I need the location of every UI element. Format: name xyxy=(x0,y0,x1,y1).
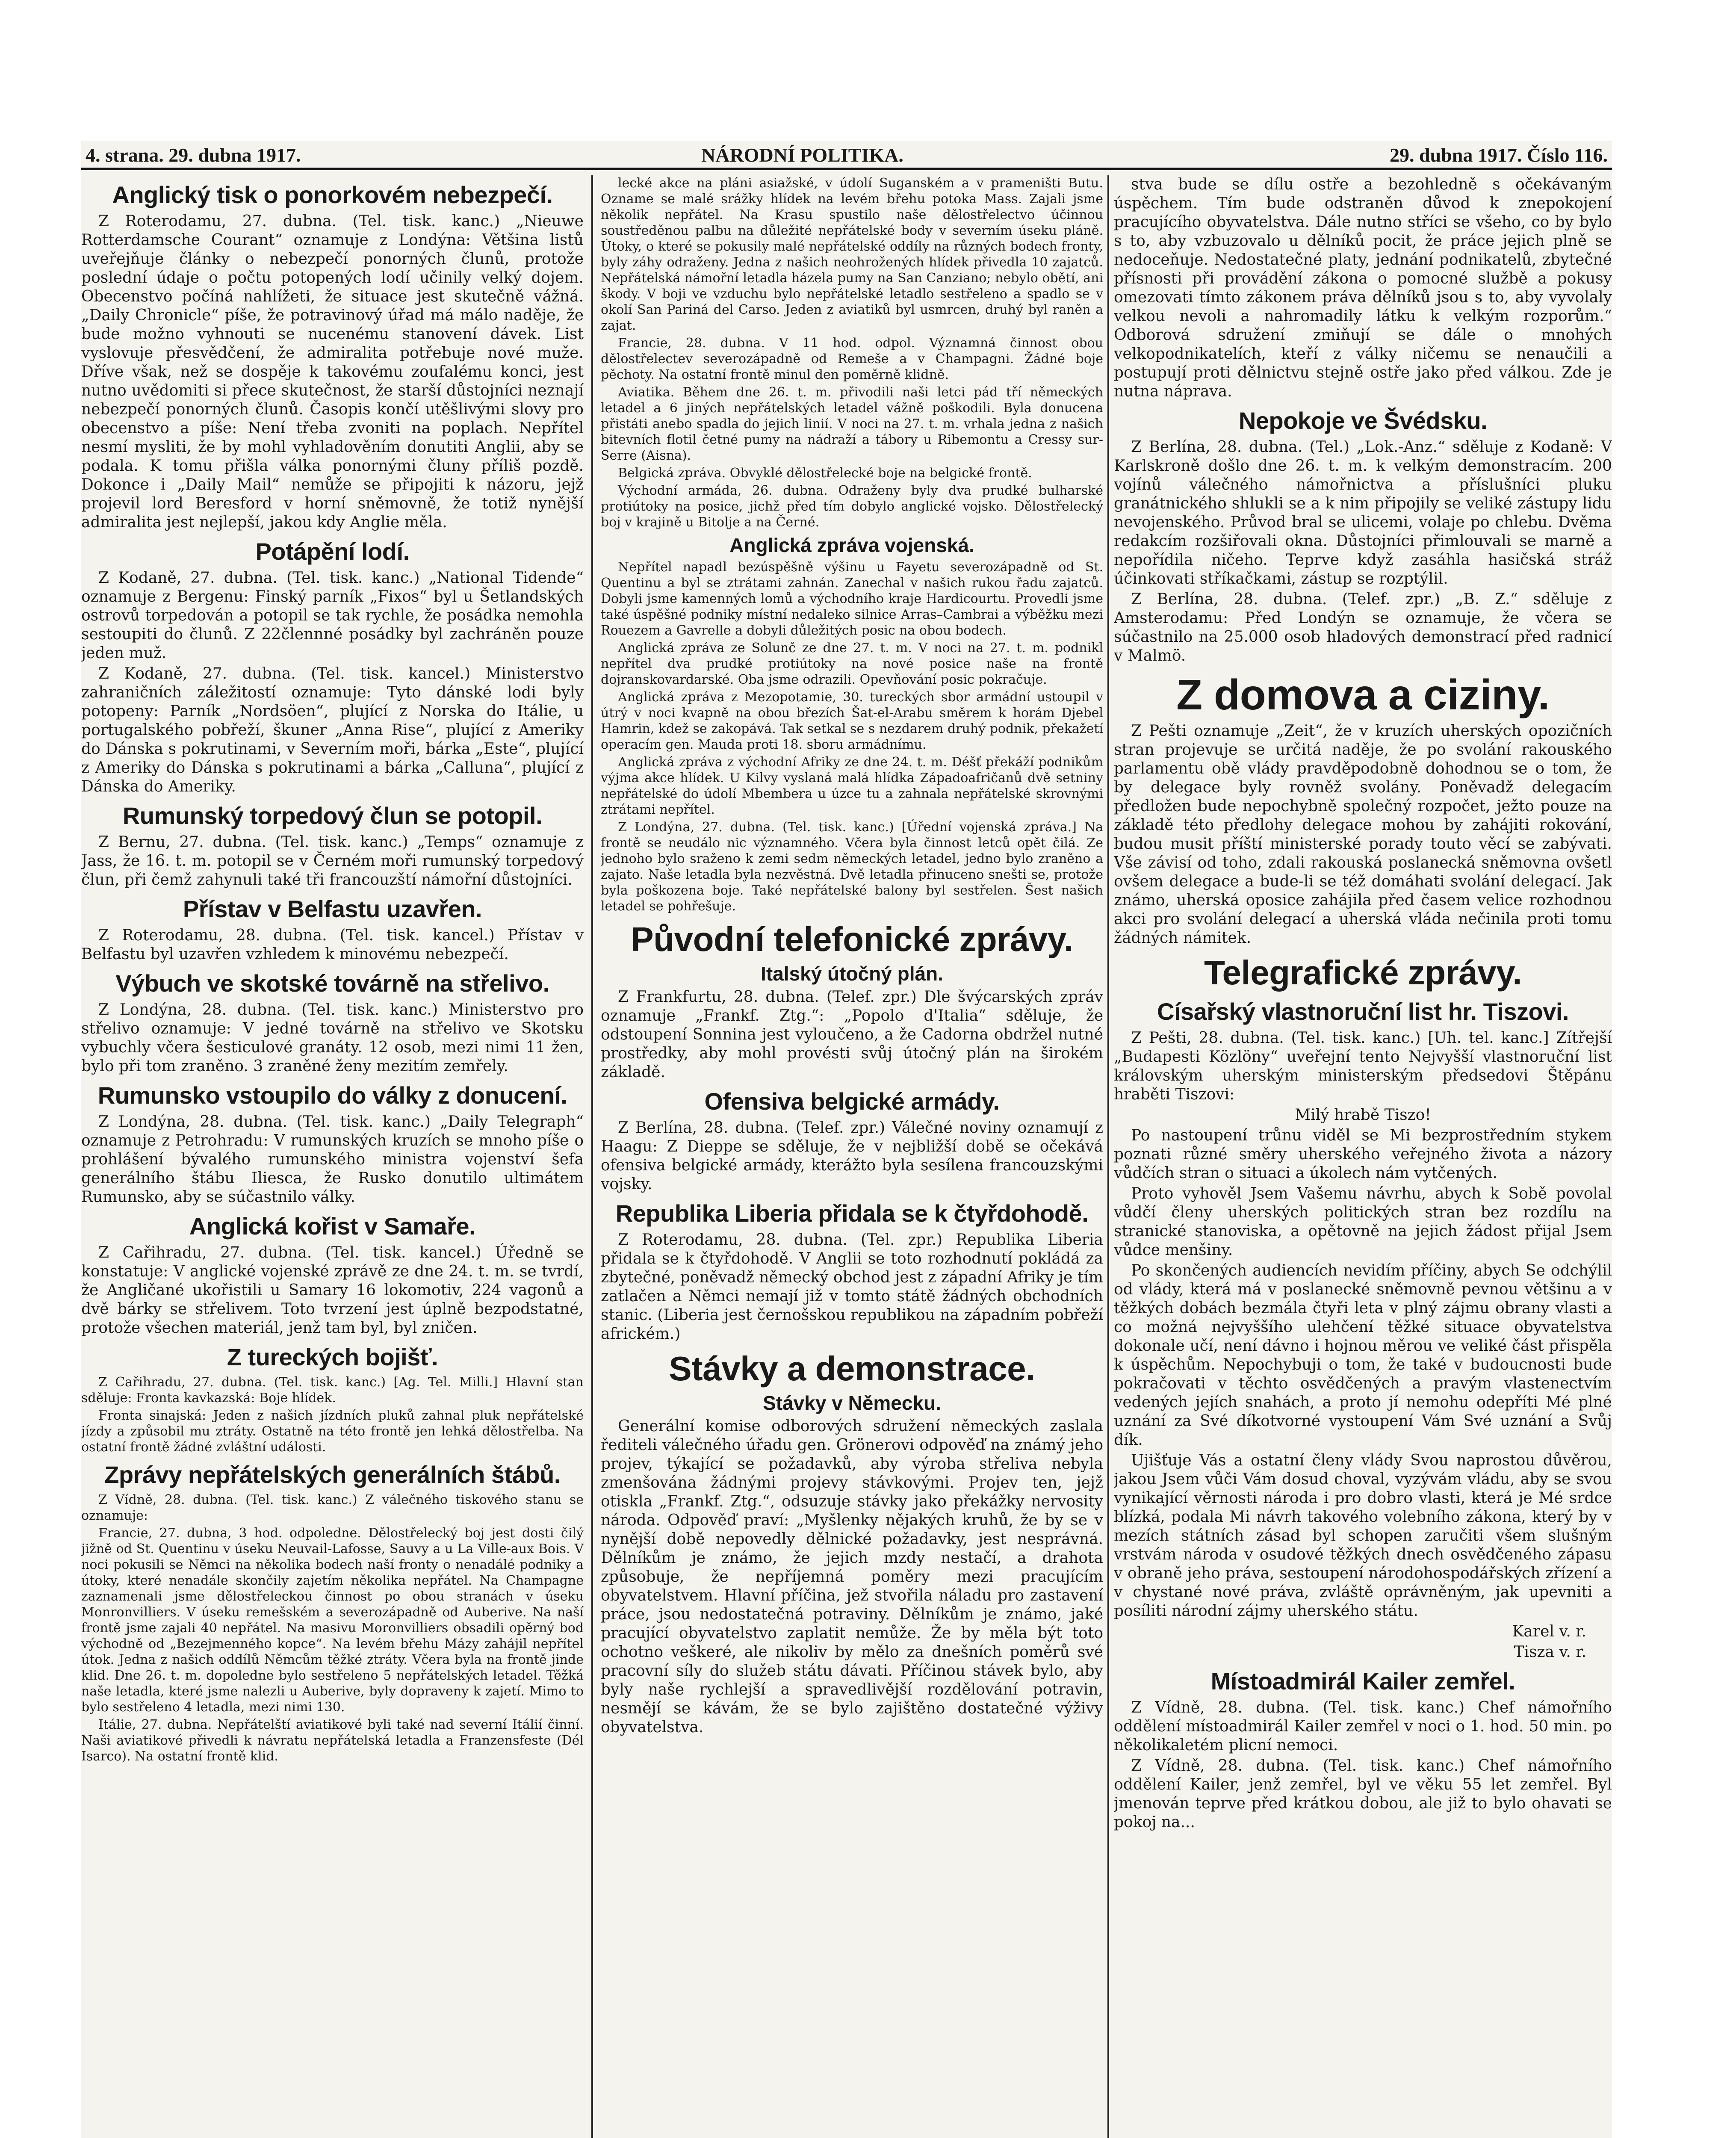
headline: Potápění lodí. xyxy=(255,538,410,565)
article-text: Fronta sinajská: Jeden z našich jízdních pluků zahnal pluk nepřátelské jízdy a způsobil mu ztráty. Ostatně na této frontě jen lehká dělostřelba. Na ostatní frontě žádné zvláštní události. xyxy=(81,1408,584,1455)
header-right: 29. dubna 1917. Číslo 116. xyxy=(1390,144,1608,166)
headline: Rumunsko vstoupilo do války z donucení. xyxy=(97,1082,567,1109)
subheadline: Italský útočný plán. xyxy=(761,963,943,985)
subheadline: Stávky v Německu. xyxy=(763,1392,941,1414)
signature: Karel v. r. xyxy=(1512,1623,1586,1640)
article-text: Východní armáda, 26. dubna. Odraženy byly dva prudké bulharské protiútoky na posice, jichž před tím dobylo anglické vojsko. Dělostřelecký boj v krajině u Bitolje a na Černé. xyxy=(601,483,1103,530)
article-text: Generální komise odborových sdružení německých zaslala řediteli válečného úřadu gen. Grönerovi odpověď na známý jeho projev, týkající se požadavků, aby výroba střeliva nebyla zmenšována žádnými projevy stávkovými. Projev ten, jejž otiskla „Frankf. Ztg.“, odsuzuje stávky jako překážky nervosity národa. Odpověď praví: „Myšlenky nějakých kruhů, že by se v nynější době nepovedly dělnické požadavky, jest nesprávná. Dělníkům je známo, že jejich mzdy nestačí, a drahota způsobuje, že nepříjemná poměry mezi pracujícím obyvatelstvem. Hlavní příčina, jež stvořila náladu pro zastavení práce, jsou nedostatečná potraviny. Dělníkům je známo, jaké pracující obyvatelstvo zaplatit nemůže. Že by měla být toto ochotno veškeré, ale nikoliv by mělo za dnešních poměrů své pracovní síly do služeb státu dávati. Příčinou stávek bylo, aby byly naše rychlejší a spravedlivější rozdělování potravin, nesmějí se kávám, že se bylo zajištěno dostatečné výživy obyvatelstva. xyxy=(601,1417,1103,1736)
article-text: Z Kodaně, 27. dubna. (Tel. tisk. kancel.) Ministerstvo zahraničních záležitostí oznamuje: Tyto dánské lodi byly potopeny: Parník „Nordsöen“, plující z Norska do Itálie, u portugalského pobřeží, škuner „Anna Rise“, plující z Ameriky do Dánska s pokrutinami, v Severním moři, bárka „Este“, plující z Ameriky do Dánska s pokrutinami a bárka „Calluna“, plující z Dánska do Ameriky. xyxy=(81,665,584,795)
article-text: Z Roterodamu, 27. dubna. (Tel. tisk. kanc.) „Nieuwe Rotterdamsche Courant“ oznamuje z Londýna: Většina listů uveřejňuje články o nebezpečí ponorných člunů, protože poslední údaje o počtu potopených lodí učinily velký dojem. Obecenstvo počíná nahlížeti, že situace jest skutečně vážná. „Daily Chronicle“ píše, že potravinový úřad má málo naděje, že bude možno vyhnouti se nucenému stanovení dávek. List vyslovuje přesvědčení, že admiralita potřebuje nové muže. Dříve však, než se dospěje k takovému zoufalému konci, jest nutno uvědomiti si přece skutečnost, že starší důstojníci neznají nebezpečí ponorných člunů. Časopis končí utěšlivými slovy pro obecenstvo a píše: Není třeba zvoniti na poplach. Nepřítel nesmí mysliti, že by mohl vyhladověním donutiti Anglii, aby se podala. K tomu přišla válka ponornými čluny příliš pozdě. Dokonce i „Daily Mail“ nemůže se připojiti k názoru, jejž projevil lord Beresford v horní sněmovně, že totiž nynější admiralita jest nejlepší, jakou kdy Anglie měla. xyxy=(81,213,584,531)
article-text: Anglická zpráva z Mezopotamie, 30. tureckých sbor armádní ustoupil v útrý v noci kvapně na obou březích Šat-el-Arabu směrem k horám Djebel Hamrin, kdež se zakopává. Tak setkal se s nezdarem druhý podnik, překažetí operacím gen. Mauda proti 18. sboru armádnímu. xyxy=(601,690,1103,752)
article-text: Z Vídně, 28. dubna. (Tel. tisk. kanc.) Chef námořního oddělení místoadmirál Kailer zemřel v noci o 1. hod. 50 min. po několikaletém plicní nemoci. xyxy=(1114,1699,1612,1754)
article-text: Belgická zpráva. Obvyklé dělostřelecké boje na belgické frontě. xyxy=(618,466,1032,481)
column-rule xyxy=(591,175,593,2138)
article-text: Proto vyhověl Jsem Vašemu návrhu, abych k Sobě povolal vůdčí členy uherských politických stran bez rozdílu na stranické stanoviska, a opětovně na jejich žádost přijal Jsem vůdce menšiny. xyxy=(1114,1185,1612,1259)
subheadline: Anglická zpráva vojenská. xyxy=(729,534,974,556)
article-text: Z Berlína, 28. dubna. (Telef. zpr.) „B. Z.“ sděluje z Amsterodamu: Před Londýn se oznamuje, že včera se súčastnilo na 25.000 osob hladových demonstrací před radnicí v Malmö. xyxy=(1114,591,1612,664)
page-header xyxy=(81,141,1612,170)
article-text: Francie, 28. dubna. V 11 hod. odpol. Významná činnost obou dělostřelectev severozápadně od Remeše a v Champagni. Žádné boje pěchoty. Na ostatní frontě minul den poměrně klidně. xyxy=(601,336,1103,382)
article-text: Z Cařihradu, 27. dubna. (Tel. tisk. kancel.) Úředně se konstatuje: V anglické vojenské zprávě ze dne 24. t. m. se tvrdí, že Angličané ukořistili u Samary 16 lokomotiv, 224 vagonů a dvě bárky se střelivem. Toto tvrzení jest úplně bezpodstatné, protože všechen materiál, jenž tam byl, byl zničen. xyxy=(81,1244,584,1337)
article-text: Z Frankfurtu, 28. dubna. (Telef. zpr.) Dle švýcarských zpráv oznamuje „Frankf. Ztg.“: „Popolo d'Italia“ sděluje, že odstoupení Sonnina jest vyloučeno, a že Cadorna obdržel nutné prostředky, aby mohl provésti svůj útočný plán na širokém základě. xyxy=(601,988,1103,1081)
article-text: Z Londýna, 27. dubna. (Tel. tisk. kanc.) [Úřední vojenská zpráva.] Na frontě se neudálo nic významného. Včera byla činnost letců opět čilá. Ze jednoho bylo sraženo k zemi sedm německých letadel, jedno bylo zraněno a zajato. Naše letadla byla nezvěstná. Dvě letadla přinuceno snešti se, protože byla poškozena boje. Také nepřátelské balony byl sestřelen. Šest našich letadel se pohřešuje. xyxy=(601,820,1103,914)
article-text: Z Londýna, 28. dubna. (Tel. tisk. kanc.) Ministerstvo pro střelivo oznamuje: V jedné továrně na střelivo ve Skotsku vybuchly včera šesticulové granáty. 12 osob, mezi nimi 11 žen, bylo při tom zraněno. 3 zraněné ženy mezitím zemřely. xyxy=(81,1001,584,1075)
column-1 xyxy=(81,175,584,1766)
article-text: Po nastoupení trůnu viděl se Mi bezprostředním stykem poznati různé směry uherského veřejného života a názory vůdčích stran o situaci a úkolech nám vytčených. xyxy=(1114,1127,1612,1182)
headline: Z tureckých bojišť. xyxy=(227,1344,438,1370)
article-text: Aviatika. Během dne 26. t. m. přivodili naši letci pád tří německých letadel a 6 jiných nepřátelských letadel vážně poškodili. Byla donucena přistáti anebo spadla do jejich linií. V noci na 27. t. m. vrhala jedna z našich bitevních flotil četné pumy na nádraží a tábory u Ribemontu a Cressy sur-Serre (Aisna). xyxy=(601,385,1103,463)
header-left: 4. strana. 29. dubna 1917. xyxy=(86,144,301,166)
article-text: Ujišťuje Vás a ostatní členy vlády Svou naprostou důvěrou, jakou Jsem vůči Vám dosud choval, vyzývám vládu, aby se svou vynikající věrnosti národa i pro dobro vlasti, která je Mé srdce blízká, podala Mi návrh takového volebního zákona, který by v mezích státních zásad byl schopen zaručiti všem slušným vrstvám národa v osudové těžkých dnech osvědčeného zápasu v obraně jeho práva, sestoupení národohospodářských zřízení a v chystané nové práva, zvláště oprávněným, jak upevniti a posíliti národní zájmy uherského státu. xyxy=(1114,1452,1612,1620)
column-3 xyxy=(1114,175,1612,1834)
headline: Místoadmirál Kailer zemřel. xyxy=(1210,1668,1515,1695)
article-text: Z Pešti oznamuje „Zeit“, že v kruzích uherských opozičních stran projevuje se určitá naděje, že po svolání rakouského parlamentu obě vlády pravděpodobně dohodnou se o tom, že by delegace byly rovněž svolány. Poněvadž delegacím předložen bude nepochybně společný rozpočet, ježto pouze na základě této předlohy delegace mohou by zahájiti rokování, budou musit příští ministerské porady touto věcí se zabývati. Vše závisí od toho, zdali rakouská poslanecká sněmovna ovšetl ovšem delegace a bude-li se též domáhati svolání delegací. Jak známo, uherská oposice zahájila před časem velice rozhodnou akci pro svolání delegací a uherská vláda nečinila proti tomu žádných námitek. xyxy=(1114,722,1612,947)
article-text: Z Londýna, 28. dubna. (Tel. tisk. kanc.) „Daily Telegraph“ oznamuje z Petrohradu: V rumunských kruzích se mnoho píše o prohlášení bývalého rumunského ministra vojenství šefa generálního štábu Iliesca, že Rusko donutilo ultimátem Rumunsko, aby se súčastnilo války. xyxy=(81,1113,584,1206)
column-2 xyxy=(601,175,1103,1739)
article-text: Z Berlína, 28. dubna. (Telef. zpr.) Válečné noviny oznamují z Haagu: Z Dieppe se sděluje, že v nejbližší době se očekává ofensiva belgické armády, kterážto byla sesílena francouzskými vojsky. xyxy=(601,1119,1103,1193)
article-text: Po skončených audiencích nevidím příčiny, abych Se odchýlil od vlády, která má v poslanecké sněmovně pevnou většinu a v těžkých dobách bezmála čtyři leta v plný zájmu obrany vlasti a co možná nejvyššího ulehčení těžké situace obyvatelstva dokonale učí, není dávno i hojnou měrou ve veliké část přispěla k úspěchům. Nepochybuji o tom, že také v budoucnosti bude pokračovati v těchto osvědčených a pravým vlastenectvím vedených jejích snahách, a proto jí nemohu odepříti Mé plné uznání za Své díkotvorné vystoupení Vám Své uznání a Svůj dík. xyxy=(1114,1262,1612,1449)
column-rule xyxy=(1107,175,1109,2138)
article-text: Z Vídně, 28. dubna. (Tel. tisk. kanc.) Z válečného tiskového stanu se oznamuje: xyxy=(81,1492,584,1523)
headline: Republika Liberia přidala se k čtyřdohodě. xyxy=(615,1200,1089,1227)
article-text: Z Vídně, 28. dubna. (Tel. tisk. kanc.) Chef námořního oddělení Kailer, jenž zemřel, byl ve věku 55 let zemřel. Byl jmenován teprve před krátkou dobou, ale již to bylo ohavati se pokoj na... xyxy=(1114,1757,1612,1831)
section-headline: Původní telefonické zprávy. xyxy=(631,920,1073,958)
newspaper-page xyxy=(81,141,1612,2138)
article-text: Z Pešti, 28. dubna. (Tel. tisk. kanc.) [Uh. tel. kanc.] Zítřejší „Budapesti Közlöny“ uveřejní tento Nejvyšší vlastnoruční list královským uherským ministerským předsedovi Štěpánu hraběti Tiszovi: xyxy=(1114,1029,1612,1103)
section-headline: Stávky a demonstrace. xyxy=(669,1350,1035,1388)
article-text: Z Kodaně, 27. dubna. (Tel. tisk. kanc.) „National Tidende“ oznamuje z Bergenu: Finský parník „Fixos“ byl u Šetlandských ostrovů torpedován a potopil se tak rychle, že posádka nemohla sestoupiti do člunů. Z 22člennné posádky byl zachráněn pouze jeden muž. xyxy=(81,569,584,662)
masthead: NÁRODNÍ POLITIKA. xyxy=(701,144,903,166)
headline: Císařský vlastnoruční list hr. Tiszovi. xyxy=(1157,998,1569,1025)
headline: Rumunský torpedový člun se potopil. xyxy=(122,802,543,829)
article-text: Francie, 27. dubna, 3 hod. odpoledne. Dělostřelecký boj jest dosti čilý jižně od St. Quentinu v úseku Neuvail-Lafosse, Sauvy a u La Ville-aux Bois. V noci pokusili se Němci na několika bodech naší fronty o nenadálé podniky a útoky, které nenadále skončily zajetím několika nepřátel. Na Champagne zaznamenali jsme dělostřeleckou činnost po obou stranách v úseku Monronvilliers. V úseku remešském a severozápadně od Auberive. Na naší frontě jsme zajali 40 nepřátel. Na masivu Moronvilliers obsadili opěrný bod východně od „Bezejmenného kopce“. Na levém břehu Mázy zahájil nepřítel útok. Jedna z našich oddílů Němcům těžké ztráty. Včera byla na frontě jinde klid. Dne 26. t. m. dopoledne bylo sestřeleno 5 nepřátelských letadel. Těžká naše letadla, které jsme nalezli u Auberive, byly dopraveny k zajetí. Mimo to bylo sestřeleno 4 letadla, mezi nimi 130. xyxy=(81,1526,584,1715)
article-text: lecké akce na pláni asiažské, v údolí Suganském a v prameništi Butu. Ozname se malé srážky hlídek na levém břehu potoka Mass. Zajali jsme několik nepřátel. Na Krasu spustilo naše dělostřelectvo účinnou soustředěnou palbu na důležité nepřátelské body v severním úseku pláně. Útoky, o které se pokusily malé nepřátelské oddíly na různých bodech fronty, byly záhy odraženy. Jedna z našich neohrožených hlídek přivedla 10 zajatců. Nepřátelská námořní letadla házela pumy na San Canziano; nebylo obětí, ani škody. V boji ve vzduchu bylo nepřátelské letadlo sestřeleno a spadlo se v okolí San Pariná del Carso. Jeden z aviatiků byl usmrcen, druhý byl raněn a zajat. xyxy=(601,176,1103,333)
article-text: Z Roterodamu, 28. dubna. (Tel. tisk. kancel.) Přístav v Belfastu byl uzavřen vzhledem k minovému nebezpečí. xyxy=(81,927,584,963)
headline: Anglická kořist v Samaře. xyxy=(189,1213,476,1240)
signature: Tisza v. r. xyxy=(1514,1643,1586,1661)
headline: Ofensiva belgické armády. xyxy=(704,1088,1000,1115)
article-text: Anglická zpráva ze Solunč ze dne 27. t. m. V noci na 27. t. m. podnikl nepřítel dva prudké protiútoky na nové posice naše na frontě dojranskovardarské. Oba jsme odrazili. Opevňování posic pokračuje. xyxy=(601,641,1103,687)
article-text: Itálie, 27. dubna. Nepřátelští aviatikové byli také nad severní Itálií činní. Naši aviatikové přivedli k návratu nepřátelská letadla a Franzensfeste (Dél Isarco). Na ostatní frontě klid. xyxy=(81,1717,584,1764)
salutation: Milý hrabě Tiszo! xyxy=(1295,1106,1431,1124)
headline: Anglický tisk o ponorkovém nebezpečí. xyxy=(112,181,553,208)
headline: Nepokoje ve Švédsku. xyxy=(1238,407,1488,434)
article-text: Z Cařihradu, 27. dubna. (Tel. tisk. kanc.) [Ag. Tel. Milli.] Hlavní stan sděluje: Fronta kavkazská: Boje hlídek. xyxy=(81,1375,584,1406)
article-text: stva bude se dílu ostře a bezohledně s očekávaným úspěchem. Tím bude odstraněn důvod k znepokojení pracujícího obyvatelstva. Dále nutno stříci se všeho, co by bylo s to, aby vzbuzovalo u dělníků pocit, že práce jejich plně se nedoceňuje. Nedostatečné platy, jednání podnikatelů, zbytečné přísnosti při provádění zákona o pomocné službě a pokusy omezovati tímto zákonem práva dělníků jsou s to, aby vyvolaly velkou nevoli a nahromadily látku k velkým rozporům.“ Odborová sdružení zmiňují se dále o mnohých velkopodnikatelích, kteří z války ničemu se nenaučili a postupují proti dělnictvu stejně ostře jako před válkou. Zde je nutna náprava. xyxy=(1114,176,1612,400)
section-headline: Z domova a ciziny. xyxy=(1176,671,1550,719)
article-text: Z Roterodamu, 28. dubna. (Tel. zpr.) Republika Liberia přidala se k čtyřdohodě. V Anglii se toto rozhodnutí pokládá za zbytečné, poněvadž německý obchod jest z západní Afriky je tím zatlačen a Němci nemají již v tomto státě žádných obchodních stanic. (Liberia jest černošskou republikou na západním pobřeží africkém.) xyxy=(601,1231,1103,1343)
section-headline: Telegrafické zprávy. xyxy=(1204,954,1522,992)
article-text: Anglická zpráva z východní Afriky ze dne 24. t. m. Déšť překáží podnikům výjma akce hlídek. U Kilvy vyslaná malá hlídka Západoafričanů dvě setniny nepřátelské do údolí Mbembera u úzce tu a zahnala nepřátelské skrovnými ztrátami nepřítel. xyxy=(601,755,1103,817)
article-text: Z Berlína, 28. dubna. (Tel.) „Lok.-Anz.“ sděluje z Kodaně: V Karlskroně došlo dne 26. t. m. k velkým demonstracím. 200 vojínů válečného námořnictva a příslušníci pluku granátnického shlukli se a k nim připojily se veliké zástupy lidu nevojenského. Průvod bral se ulicemi, volaje po chlebu. Dvěma redakcím rozšiřovali okna. Důstojníci přimlouvali se marně a nepořídila ničeho. Teprve když zasáhla hasičská stráž účinkovati stříkačkami, zástup se rozptýlil. xyxy=(1114,438,1612,588)
headline: Zprávy nepřátelských generálních štábů. xyxy=(104,1461,561,1488)
article-text: Nepřítel napadl bezúspěšně výšinu u Fayetu severozápadně od St. Quentinu a byl se ztrátami zahnán. Zanechal v našich rukou řadu zajatců. Dobyli jsme kamenných lomů a východního kraje Hardicourtu. Provedli jsme také úspěšné podniky místní nedaleko silnice Arras–Cambrai a výběžku mezi Rouezem a Gavrelle a dobyli důležitých posic na obou bodech. xyxy=(601,560,1103,638)
headline: Přístav v Belfastu uzavřen. xyxy=(183,895,482,922)
article-text: Z Bernu, 27. dubna. (Tel. tisk. kanc.) „Temps“ oznamuje z Jass, že 16. t. m. potopil se v Černém moři rumunský torpedový člun, při čemž zahynuli také tři francouzští námořní důstojníci. xyxy=(81,833,584,889)
headline: Výbuch ve skotské továrně na střelivo. xyxy=(115,970,549,997)
